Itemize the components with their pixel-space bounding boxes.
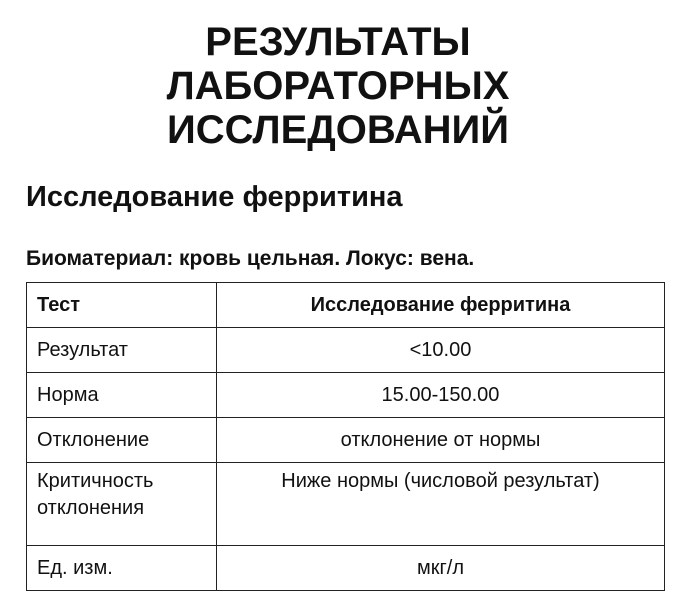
table-row (27, 418, 665, 463)
header-test: Тест (27, 283, 217, 328)
biomaterial-info: Биоматериал: кровь цельная. Локус: вена. (26, 247, 475, 270)
row-value: Ниже нормы (числовой результат) (217, 463, 665, 546)
row-value: <10.00 (217, 328, 665, 373)
row-value: отклонение от нормы (217, 418, 665, 463)
row-label: Отклонение (27, 418, 217, 463)
row-label: Результат (27, 328, 217, 373)
table-row (27, 373, 665, 418)
results-table (26, 282, 665, 591)
row-value: мкг/л (217, 546, 665, 591)
header-study: Исследование ферритина (217, 283, 665, 328)
section-title: Исследование ферритина (26, 181, 403, 213)
table-row (27, 328, 665, 373)
document-title (0, 20, 676, 152)
table-header-row (27, 283, 665, 328)
table-row (27, 463, 665, 546)
title-line-3: ИССЛЕДОВАНИЙ (166, 108, 510, 152)
table-row (27, 546, 665, 591)
title-line-2: ЛАБОРАТОРНЫХ (166, 64, 510, 108)
row-label: Критичность отклонения (27, 463, 217, 546)
row-label: Норма (27, 373, 217, 418)
title-line-1: РЕЗУЛЬТАТЫ (205, 20, 471, 64)
row-value: 15.00-150.00 (217, 373, 665, 418)
row-label: Ед. изм. (27, 546, 217, 591)
